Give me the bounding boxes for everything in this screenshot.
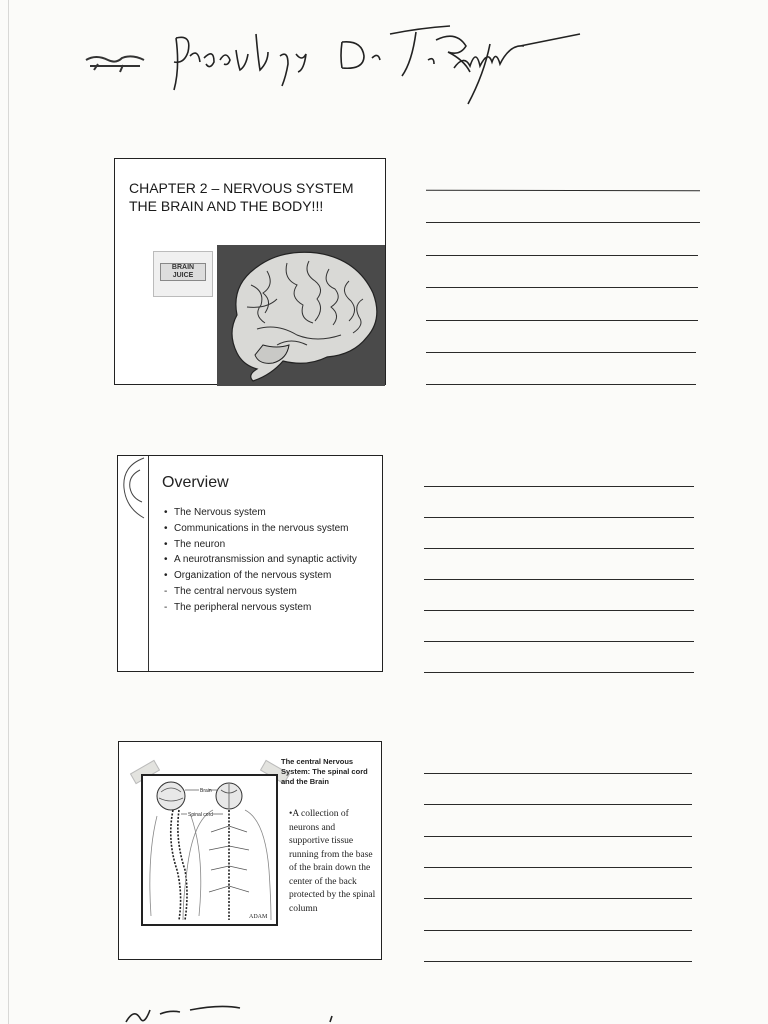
slide-margin-line xyxy=(148,456,149,671)
bullet-text: The central nervous system xyxy=(174,585,297,597)
brain-juice-label: BRAIN JUICE xyxy=(160,263,206,281)
notes-line xyxy=(426,320,698,321)
notes-line xyxy=(424,961,692,962)
brain-spinal-cord-figure xyxy=(143,776,274,922)
bullet-item xyxy=(164,584,357,600)
bullet-marker: - xyxy=(164,585,168,597)
bullet-text: Organization of the nervous system xyxy=(174,570,332,582)
bullet-marker: - xyxy=(164,601,168,613)
bullet-text: A neurotransmission and synaptic activity xyxy=(174,554,357,566)
notes-line xyxy=(424,867,692,868)
spinal-cord-label: Spinal cord xyxy=(188,812,214,818)
bullet-text: The Nervous system xyxy=(174,507,266,518)
notes-line xyxy=(424,836,692,837)
brain-label: Brain xyxy=(200,788,212,794)
bullet-text: The neuron xyxy=(174,538,226,550)
brain-image xyxy=(217,245,385,386)
bullet-text: Communications in the nervous system xyxy=(174,522,349,534)
notes-line xyxy=(424,773,692,774)
bottom-signature xyxy=(120,1000,360,1024)
overview-bullet-list xyxy=(164,505,357,616)
adam-credit: ADAM xyxy=(249,914,268,920)
slide-title-line2: THE BRAIN AND THE BODY!!! xyxy=(129,198,324,214)
notes-line xyxy=(426,352,696,353)
notes-line xyxy=(424,672,694,673)
page-edge xyxy=(8,0,9,1024)
slide-central-nervous-system xyxy=(118,741,382,960)
notes-line xyxy=(426,384,696,385)
notes-line xyxy=(426,255,698,256)
author-signature xyxy=(80,20,600,130)
slide-title-line1: CHAPTER 2 – NERVOUS SYSTEM xyxy=(129,180,354,196)
notes-line xyxy=(426,287,698,288)
bullet-marker: • xyxy=(164,570,168,582)
slide-chapter-title xyxy=(114,158,386,385)
notes-line xyxy=(424,486,694,487)
slide-body-text: •A collection of neurons and supportive tissue running from the base of the brain down the center of the back protected by the spinal column xyxy=(289,809,376,914)
bullet-item xyxy=(164,537,357,553)
notes-line xyxy=(426,222,700,223)
bullet-item xyxy=(164,600,357,616)
bullet-item xyxy=(164,568,357,584)
notes-line xyxy=(424,804,692,805)
slide-title xyxy=(129,179,379,215)
notes-line xyxy=(424,579,694,580)
page-curl-decoration xyxy=(118,456,148,526)
bullet-item xyxy=(164,505,357,521)
notes-line xyxy=(424,930,692,931)
notes-line xyxy=(424,548,694,549)
notes-line xyxy=(424,641,694,642)
notes-line xyxy=(426,190,700,192)
bullet-marker: • xyxy=(164,522,168,534)
notes-line xyxy=(424,610,694,611)
bullet-text: The peripheral nervous system xyxy=(174,601,312,613)
bullet-item xyxy=(164,552,357,568)
bullet-marker: • xyxy=(164,554,168,566)
notes-line xyxy=(424,898,692,899)
slide-overview xyxy=(117,455,383,672)
bullet-item xyxy=(164,521,357,537)
notes-line xyxy=(424,517,694,518)
bullet-marker: • xyxy=(164,538,168,550)
slide-title: The central Nervous System: The spinal cord and the Brain xyxy=(281,757,368,786)
slide-heading: Overview xyxy=(162,474,229,491)
bullet-marker: • xyxy=(164,507,168,518)
